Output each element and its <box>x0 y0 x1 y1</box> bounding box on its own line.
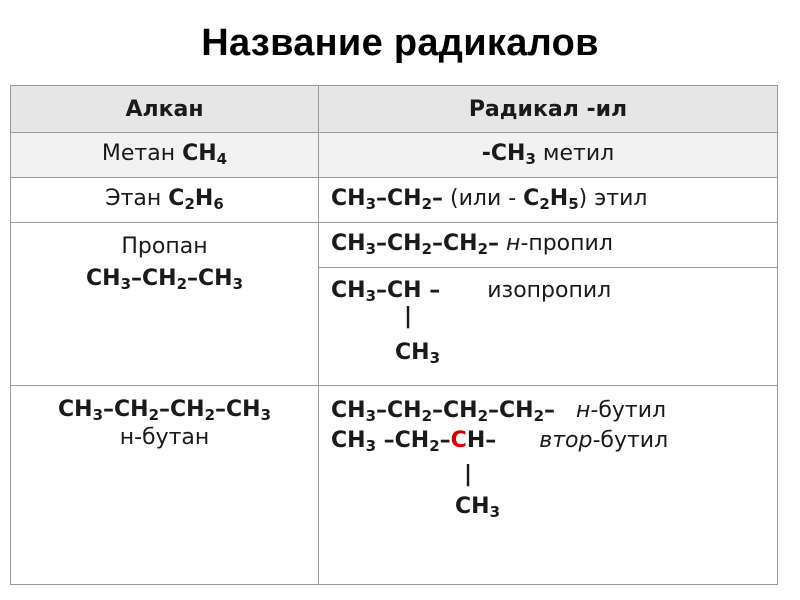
ethyl-alt-close: ) <box>578 186 588 211</box>
header-radical: Радикал -ил <box>319 86 778 133</box>
cell-ethane-radical <box>319 178 778 223</box>
butyl-name: бутил <box>598 398 667 423</box>
ethane-name: Этан <box>105 186 162 211</box>
table-row-methane <box>11 133 778 178</box>
propane-formula: $CH_3-CH_2-CH_3$ <box>86 266 243 293</box>
radicals-table <box>10 85 778 585</box>
table-row-propane <box>11 223 778 268</box>
propyl-formula: $CH_3-CH_2-CH_2-$ <box>331 231 499 258</box>
sec-butyl-name: бутил <box>600 428 669 453</box>
table-row-butane <box>11 386 778 585</box>
sec-butyl-formula: $CH_3$ $-CH_2-CH-$ <box>331 428 497 455</box>
ethyl-formula: $CH_3-CH_2-$ <box>331 186 443 213</box>
butyl-line <box>331 396 765 426</box>
sec-butyl-red-carbon: C <box>450 428 467 453</box>
cell-propane-alkane <box>11 223 319 386</box>
propyl-prefix: н- <box>506 231 529 256</box>
methane-name: Метан <box>101 141 176 166</box>
butane-name: н-бутан <box>119 425 210 450</box>
cell-propyl <box>319 223 778 268</box>
isopropyl-name: изопропил <box>487 278 612 303</box>
cell-isopropyl <box>319 268 778 386</box>
cell-butyl <box>319 386 778 585</box>
page-title: Название радикалов <box>201 22 599 64</box>
sec-butyl-bond: | <box>464 462 473 487</box>
methane-formula: $CH_4$ <box>182 141 228 168</box>
header-alkane: Алкан <box>11 86 319 133</box>
butyl-prefix: н- <box>576 398 599 423</box>
propyl-name: пропил <box>528 231 613 256</box>
propane-name: Пропан <box>121 234 208 259</box>
sec-butyl-branch: $CH_3$ <box>455 494 500 521</box>
isopropyl-bond: | <box>404 304 413 329</box>
isopropyl-formula: $CH_3-CH$ – <box>331 278 441 305</box>
sec-butyl-prefix: втор- <box>539 428 601 453</box>
cell-ethane-alkane <box>11 178 319 223</box>
methyl-name: метил <box>542 141 615 166</box>
cell-methane-alkane <box>11 133 319 178</box>
header-row <box>11 86 778 133</box>
ethane-formula: $C_2H_6$ <box>168 186 224 213</box>
ethyl-alt-open: (или - <box>450 186 524 211</box>
cell-butane-alkane <box>11 386 319 585</box>
ethyl-alt-formula: $C_2H_5$ <box>523 186 579 213</box>
table-row-ethane <box>11 178 778 223</box>
methyl-formula: $-CH_3$ <box>481 141 536 168</box>
isopropyl-branch: $CH_3$ <box>395 340 440 367</box>
butane-formula: $CH_3-CH_2-CH_2-CH_3$ <box>58 397 271 424</box>
cell-methane-radical <box>319 133 778 178</box>
sec-butyl-line <box>331 426 765 456</box>
ethyl-name: этил <box>594 186 648 211</box>
butyl-formula: $CH_3-CH_2-CH_2-CH_2-$ <box>331 398 555 425</box>
